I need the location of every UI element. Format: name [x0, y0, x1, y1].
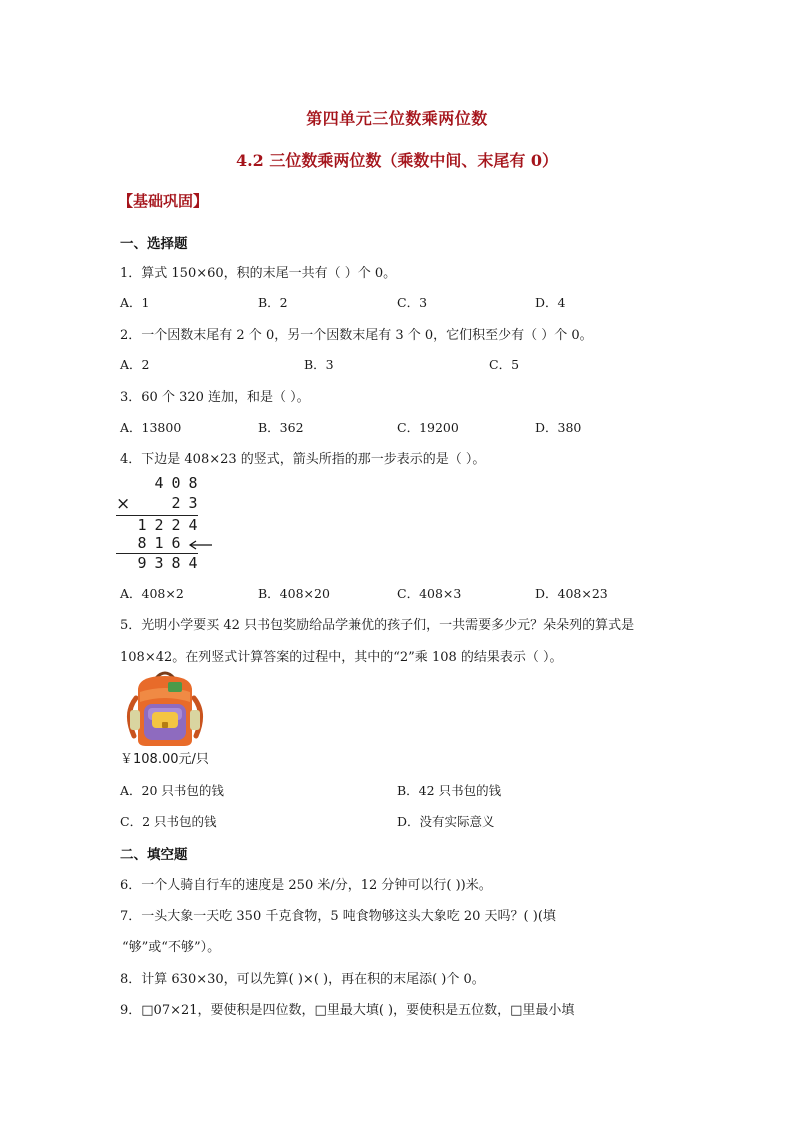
q4-option-a: A．408×2 — [120, 586, 184, 601]
section-tag: 【基础巩固】 — [118, 192, 209, 210]
q5-option-a: A．20 只书包的钱 — [120, 783, 224, 798]
question-8: 8．计算 630×30，可以先算( )×( )，再在积的末尾添( )个 0。 — [120, 972, 485, 987]
q3-option-d: D．380 — [535, 420, 582, 435]
digit: 2 — [154, 516, 164, 534]
question-7-line-1: 7．一头大象一天吃 350 千克食物，5 吨食物够这头大象吃 20 天吗？( )(填 — [120, 909, 556, 924]
q4-option-d: D．408×23 — [535, 586, 608, 601]
question-7-line-2: “够”或“不够”）。 — [122, 940, 221, 955]
heading-choice: 一、选择题 — [120, 236, 188, 252]
unit-title: 第四单元三位数乘两位数 — [306, 109, 488, 128]
vm-row-2 — [112, 494, 202, 514]
digit: 2 — [171, 494, 181, 512]
times-sign: × — [116, 494, 131, 514]
question-9: 9．□07×21，要使积是四位数，□里最大填( )，要使积是五位数，□里最小填 — [120, 1003, 575, 1018]
q2-option-c: C．5 — [489, 357, 520, 372]
q4-option-b: B．408×20 — [258, 586, 330, 601]
digit: 1 — [137, 516, 147, 534]
price-label: ￥108.00元/只 — [120, 752, 209, 767]
digit: 0 — [171, 474, 181, 492]
q2-option-b: B．3 — [304, 357, 334, 372]
vm-row-5 — [112, 554, 202, 574]
digit: 1 — [154, 534, 164, 552]
question-4: 4．下边是 408×23 的竖式，箭头所指的那一步表示的是（ ）。 — [120, 452, 486, 467]
backpack-illustration — [122, 668, 208, 748]
digit: 3 — [188, 494, 198, 512]
vm-row-1 — [112, 474, 202, 494]
digit: 4 — [188, 516, 198, 534]
digit: 6 — [171, 534, 181, 552]
vertical-multiplication — [112, 474, 222, 574]
digit: 4 — [188, 554, 198, 572]
question-6: 6．一个人骑自行车的速度是 250 米/分，12 分钟可以行( ))米。 — [120, 878, 492, 893]
q1-option-a: A．1 — [120, 295, 150, 310]
left-arrow-icon — [188, 540, 212, 550]
heading-fill-in: 二、填空题 — [120, 847, 188, 863]
question-1: 1．算式 150×60，积的末尾一共有（ ）个 0。 — [120, 266, 397, 281]
q4-option-c: C．408×3 — [397, 586, 462, 601]
digit: 9 — [137, 554, 147, 572]
q1-option-d: D．4 — [535, 295, 566, 310]
q1-option-b: B．2 — [258, 295, 288, 310]
digit: 3 — [154, 554, 164, 572]
digit: 2 — [171, 516, 181, 534]
q3-option-a: A．13800 — [120, 420, 182, 435]
q5-option-c: C．2 只书包的钱 — [120, 814, 217, 829]
question-5-line-1: 5．光明小学要买 42 只书包奖励给品学兼优的孩子们，一共需要多少元？朵朵列的算式是 — [120, 618, 635, 633]
digit: 8 — [188, 474, 198, 492]
q2-option-a: A．2 — [120, 357, 150, 372]
q3-option-b: B．362 — [258, 420, 304, 435]
q1-option-c: C．3 — [397, 295, 428, 310]
question-2: 2．一个因数末尾有 2 个 0，另一个因数末尾有 3 个 0，它们积至少有（ ）个 0。 — [120, 328, 593, 343]
q5-option-b: B．42 只书包的钱 — [397, 783, 502, 798]
digit: 4 — [154, 474, 164, 492]
digit: 8 — [171, 554, 181, 572]
digit: 8 — [137, 534, 147, 552]
q3-option-c: C．19200 — [397, 420, 459, 435]
vm-row-3 — [112, 516, 202, 536]
question-3: 3．60 个 320 连加，和是（ ）。 — [120, 390, 310, 405]
q5-option-d: D．没有实际意义 — [397, 814, 495, 829]
question-5-line-2: 108×42。在列竖式计算答案的过程中，其中的“2”乘 108 的结果表示（ ）。 — [120, 650, 563, 665]
lesson-title: 4.2 三位数乘两位数（乘数中间、末尾有 0） — [235, 151, 559, 170]
